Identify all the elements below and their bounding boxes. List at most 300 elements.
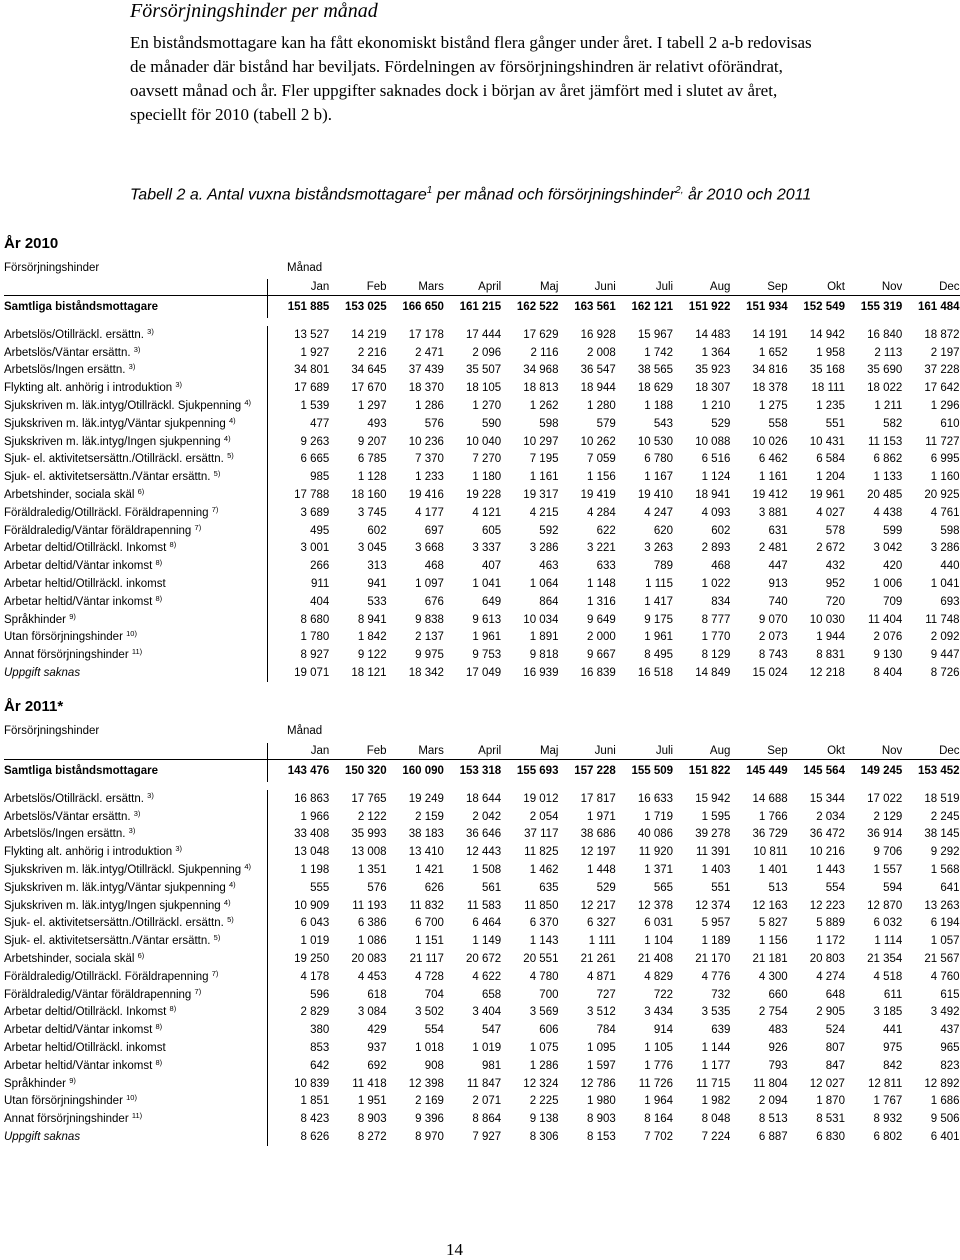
table-row — [4, 1093, 960, 1111]
table-cell: 8 927 — [300, 649, 330, 662]
table-cell: 10 034 — [523, 613, 559, 626]
table-cell: 34 816 — [752, 364, 788, 377]
table-cell: 579 — [596, 417, 616, 430]
table-cell: 1 275 — [758, 400, 788, 413]
table-cell: 493 — [367, 417, 387, 430]
table-cell: 11 825 — [524, 846, 559, 859]
table-cell: 1 161 — [758, 471, 788, 484]
table-cell: 10 297 — [523, 435, 559, 448]
month-header-spacer — [4, 279, 268, 296]
table-cell: 40 086 — [637, 828, 674, 841]
total-value: 162 121 — [631, 301, 674, 313]
table-cell: 1 770 — [701, 631, 731, 644]
table-cell: 8 495 — [644, 649, 674, 662]
total-value: 151 822 — [688, 765, 731, 777]
table-cell: 1 780 — [300, 631, 330, 644]
table-cell: 1 204 — [816, 471, 845, 484]
table-cell: 599 — [883, 524, 903, 537]
table-cell: 18 111 — [811, 382, 845, 395]
spacer-row — [4, 318, 960, 326]
table-cell: 598 — [539, 417, 559, 430]
table-cell: 641 — [940, 881, 960, 894]
table-cell: 533 — [367, 595, 387, 608]
table-cell: 642 — [310, 1059, 330, 1072]
table-cell: 4 284 — [587, 506, 616, 519]
month-header-spacer — [4, 743, 268, 760]
table-cell: 576 — [424, 417, 444, 430]
table-cell: 543 — [653, 417, 674, 430]
month-label: Mars — [387, 743, 444, 760]
table-cell: 3 502 — [415, 1006, 444, 1019]
table-cell: 7 270 — [472, 453, 502, 466]
table-cell: 19 012 — [523, 792, 559, 805]
table-cell: 12 398 — [408, 1077, 444, 1090]
footnote-ref: 4) — [223, 897, 231, 907]
table-cell: 1 064 — [529, 578, 559, 591]
footnote-ref: 3) — [175, 844, 182, 854]
table-cell: 1 124 — [701, 471, 731, 484]
table-cell: 7 224 — [701, 1131, 731, 1144]
row-label — [4, 932, 268, 950]
table-cell: 1 041 — [930, 578, 960, 591]
table-cell: 380 — [310, 1024, 330, 1037]
total-value: 160 090 — [402, 765, 444, 777]
table-cell: 34 645 — [351, 364, 387, 377]
table-cell: 1 286 — [415, 400, 444, 413]
footnote-ref: 4) — [244, 398, 251, 408]
table-cell: 10 431 — [809, 435, 845, 448]
table-cell: 39 278 — [695, 828, 731, 841]
table-cell: 524 — [825, 1024, 845, 1037]
table-cell: 660 — [768, 988, 788, 1001]
table-cell: 12 218 — [809, 667, 845, 680]
table-cell: 6 862 — [873, 453, 903, 466]
table-cell: 6 386 — [357, 917, 387, 930]
row-label — [4, 486, 268, 504]
table-cell: 36 914 — [867, 828, 903, 841]
table-cell: 1 143 — [529, 935, 559, 948]
table-cell: 12 163 — [752, 899, 788, 912]
table-cell: 4 776 — [701, 970, 731, 983]
total-row — [4, 296, 960, 319]
month-label: Jan — [272, 279, 329, 296]
table-cell: 1 286 — [529, 1059, 559, 1072]
table-cell: 1 180 — [472, 471, 502, 484]
table-cell: 2 008 — [587, 346, 616, 359]
row-label — [4, 1021, 268, 1039]
month-header-row — [4, 743, 960, 760]
table-cell: 576 — [367, 881, 387, 894]
table-cell: 620 — [653, 524, 674, 537]
table-cell: 1 448 — [587, 864, 616, 877]
table-cell: 17 642 — [924, 382, 960, 395]
table-cell: 1 462 — [529, 864, 559, 877]
table-cell: 1 211 — [874, 400, 903, 413]
month-label: Aug — [673, 279, 730, 296]
table-cell: 9 175 — [644, 613, 674, 626]
row-label — [4, 1075, 268, 1093]
table-cell: 6 830 — [816, 1131, 845, 1144]
intro-paragraph: En biståndsmottagare kan ha fått ekonomiskt bistånd flera gånger under året. I tabell 2 a-b redovisas de månader där bistånd har beviljats. Fördelningen av försörjningshindren är relativt oförändrat, oavsett månad och år. Fler uppgifter saknades dock i början av året jämfört med i slutet av året, speciellt för 2010 (tabell 2 b). — [130, 33, 812, 124]
table-cell: 18 644 — [466, 792, 502, 805]
table-cell: 3 045 — [357, 542, 387, 555]
row-label — [4, 397, 268, 415]
table-cell: 18 944 — [580, 382, 616, 395]
table-cell: 12 786 — [580, 1077, 616, 1090]
table-row — [4, 790, 960, 808]
table-cell: 2 754 — [758, 1006, 788, 1019]
table-cell: 704 — [424, 988, 444, 1001]
month-label: Sep — [730, 279, 787, 296]
table-cell: 477 — [310, 417, 330, 430]
table-cell: 1 980 — [587, 1095, 616, 1108]
total-label: Samtliga biståndsmottagare — [4, 301, 159, 313]
table-cell: 21 567 — [924, 953, 960, 966]
footnote-ref: 3) — [147, 790, 154, 800]
table-row — [4, 451, 960, 469]
table-cell: 18 813 — [523, 382, 559, 395]
table-cell: 36 472 — [809, 828, 845, 841]
row-label-text: Sjukskriven m. läk.intyg/Otillräckl. Sjukpenning — [4, 400, 242, 413]
table-cell: 13 008 — [351, 846, 387, 859]
total-value: 153 452 — [917, 765, 960, 777]
total-value: 155 509 — [631, 765, 674, 777]
table-cell: 676 — [424, 595, 444, 608]
table-cell: 740 — [768, 595, 788, 608]
table-cell: 2 076 — [873, 631, 903, 644]
table-cell: 2 481 — [758, 542, 788, 555]
row-label-text: Språkhinder — [4, 613, 67, 626]
table-cell: 1 115 — [645, 578, 674, 591]
table-cell: 6 043 — [300, 917, 330, 930]
table-row — [4, 344, 960, 362]
month-label: Maj — [501, 743, 558, 760]
table-cell: 3 221 — [587, 542, 616, 555]
table-cell: 1 351 — [357, 864, 387, 877]
table-cell: 6 462 — [758, 453, 788, 466]
table-cell: 1 891 — [529, 631, 559, 644]
table-cell: 8 129 — [701, 649, 731, 662]
table-cell: 911 — [310, 578, 330, 591]
table-cell: 36 547 — [580, 364, 616, 377]
table-row — [4, 1021, 960, 1039]
table-cell: 1 508 — [472, 864, 502, 877]
table-cell: 36 729 — [752, 828, 788, 841]
table-cell: 558 — [768, 417, 788, 430]
month-label: April — [444, 743, 501, 760]
footnote-ref: 5) — [213, 933, 221, 943]
table-cell: 37 439 — [408, 364, 444, 377]
table-cell: 33 408 — [294, 828, 330, 841]
table-cell: 5 957 — [701, 917, 731, 930]
month-header-row — [4, 279, 960, 296]
table-cell: 853 — [310, 1042, 330, 1055]
row-label — [4, 861, 268, 879]
table-cell: 7 370 — [415, 453, 444, 466]
table-cell: 941 — [367, 578, 387, 591]
row-label — [4, 611, 268, 629]
table-cell: 1 105 — [644, 1042, 674, 1055]
table-cell: 908 — [424, 1059, 444, 1072]
row-label-text: Flykting alt. anhörig i introduktion — [4, 382, 173, 395]
footnote-ref: 7) — [211, 504, 219, 514]
table-cell: 6 700 — [415, 917, 444, 930]
table-cell: 732 — [711, 988, 731, 1001]
table-cell: 1 235 — [816, 400, 845, 413]
table-cell: 8 970 — [415, 1131, 444, 1144]
table-cell: 1 719 — [644, 810, 674, 823]
table-cell: 15 942 — [695, 792, 731, 805]
table-cell: 658 — [482, 988, 502, 1001]
row-label-text: Arbetslös/Väntar ersättn. — [4, 810, 131, 823]
month-header-2010: Månad — [287, 262, 323, 274]
table-cell: 9 130 — [873, 649, 903, 662]
table-cell: 18 941 — [695, 489, 731, 502]
table-cell: 17 022 — [867, 792, 903, 805]
row-label — [4, 468, 268, 486]
total-value: 149 245 — [860, 765, 903, 777]
row-label — [4, 557, 268, 575]
table-cell: 1 086 — [357, 935, 387, 948]
table-cell: 1 316 — [587, 595, 616, 608]
row-label — [4, 1004, 268, 1022]
table-cell: 16 839 — [580, 667, 616, 680]
table-row — [4, 808, 960, 826]
table-cell: 9 649 — [587, 613, 616, 626]
table-row — [4, 486, 960, 504]
table-cell: 38 145 — [924, 828, 960, 841]
table-cell: 2 672 — [816, 542, 845, 555]
row-label — [4, 433, 268, 451]
table-cell: 12 223 — [809, 899, 845, 912]
row-label-text: Sjukskriven m. läk.intyg/Ingen sjukpenning — [4, 435, 221, 448]
table-cell: 18 105 — [466, 382, 502, 395]
table-cell: 9 396 — [415, 1113, 444, 1126]
table-cell: 4 518 — [873, 970, 903, 983]
table-cell: 561 — [482, 881, 502, 894]
table-cell: 952 — [825, 578, 845, 591]
table-cell: 266 — [310, 560, 330, 573]
table-cell: 8 306 — [529, 1131, 559, 1144]
table-cell: 35 923 — [695, 364, 731, 377]
table-cell: 3 569 — [529, 1006, 559, 1019]
table-cell: 602 — [711, 524, 731, 537]
month-label: Dec — [902, 743, 959, 760]
footnote-ref: 4) — [244, 862, 251, 872]
table-row — [4, 362, 960, 380]
table-cell: 8 680 — [300, 613, 330, 626]
table-cell: 468 — [424, 560, 444, 573]
table-cell: 1 870 — [816, 1095, 845, 1108]
table-cell: 605 — [482, 524, 502, 537]
footnote-ref: 6) — [137, 951, 145, 961]
table-cell: 11 832 — [409, 899, 444, 912]
table-cell: 9 975 — [415, 649, 444, 662]
table-row — [4, 611, 960, 629]
total-value: 161 484 — [917, 301, 960, 313]
table-cell: 2 094 — [758, 1095, 788, 1108]
table-cell: 513 — [768, 881, 788, 894]
table-cell: 937 — [367, 1042, 387, 1055]
footnote-ref: 7) — [211, 968, 219, 978]
caption-footnote-2: 2, — [675, 185, 684, 196]
row-label-text: Sjuk- el. aktivitetsersättn./Otillräckl. ersättn. — [4, 453, 224, 466]
footnote-ref: 10) — [126, 629, 137, 639]
table-cell: 19 416 — [408, 489, 444, 502]
table-cell: 6 370 — [529, 917, 559, 930]
table-cell: 1 019 — [472, 1042, 502, 1055]
table-cell: 18 307 — [695, 382, 731, 395]
table-cell: 1 842 — [357, 631, 387, 644]
table-cell: 8 743 — [758, 649, 788, 662]
table-cell: 6 327 — [587, 917, 616, 930]
table-cell: 1 095 — [587, 1042, 616, 1055]
table-cell: 3 512 — [587, 1006, 616, 1019]
table-cell: 4 093 — [701, 506, 731, 519]
table-cell: 11 153 — [867, 435, 903, 448]
table-cell: 495 — [310, 524, 330, 537]
row-label-text: Arbetar heltid/Otillräckl. inkomst — [4, 578, 166, 591]
table-cell: 9 506 — [930, 1113, 960, 1126]
table-cell: 1 149 — [472, 935, 502, 948]
table-cell: 6 464 — [472, 917, 502, 930]
table-cell: 7 195 — [529, 453, 559, 466]
table-cell: 914 — [653, 1024, 674, 1037]
row-label — [4, 664, 268, 682]
table-cell: 11 850 — [524, 899, 559, 912]
table-cell: 4 871 — [587, 970, 616, 983]
table-cell: 12 324 — [523, 1077, 559, 1090]
table-cell: 3 492 — [930, 1006, 960, 1019]
table-cell: 635 — [539, 881, 559, 894]
table-cell: 4 829 — [644, 970, 674, 983]
table-cell: 21 261 — [580, 953, 616, 966]
table-cell: 1 041 — [472, 578, 502, 591]
table-cell: 1 944 — [816, 631, 845, 644]
table-cell: 842 — [883, 1059, 903, 1072]
table-cell: 1 057 — [930, 935, 960, 948]
table-cell: 3 042 — [873, 542, 903, 555]
table-cell: 2 129 — [873, 810, 903, 823]
table-cell: 578 — [825, 524, 845, 537]
table-cell: 11 727 — [925, 435, 960, 448]
table-cell: 8 531 — [816, 1113, 845, 1126]
table-cell: 20 083 — [351, 953, 387, 966]
footnote-ref: 9) — [69, 1075, 76, 1085]
table-cell: 622 — [596, 524, 616, 537]
table-cell: 12 870 — [867, 899, 903, 912]
table-cell: 463 — [539, 560, 559, 573]
table-cell: 440 — [940, 560, 960, 573]
table-cell: 1 188 — [644, 400, 674, 413]
table-cell: 8 903 — [357, 1113, 387, 1126]
table-cell: 12 892 — [924, 1077, 960, 1090]
row-label — [4, 362, 268, 380]
footnote-ref: 11) — [131, 647, 143, 657]
table-cell: 1 133 — [873, 471, 903, 484]
table-cell: 631 — [768, 524, 788, 537]
table-cell: 847 — [825, 1059, 845, 1072]
table-cell: 3 881 — [758, 506, 788, 519]
table-cell: 3 404 — [472, 1006, 502, 1019]
table-cell: 8 777 — [701, 613, 731, 626]
table-2010-body — [4, 279, 960, 682]
table-cell: 4 177 — [415, 506, 444, 519]
row-label-text: Uppgift saknas — [4, 667, 81, 680]
table-cell: 2 034 — [816, 810, 845, 823]
table-cell: 8 941 — [357, 613, 387, 626]
table-cell: 1 022 — [701, 578, 731, 591]
table-row — [4, 468, 960, 486]
table-cell: 8 153 — [587, 1131, 616, 1144]
table-cell: 2 169 — [415, 1095, 444, 1108]
footnote-ref: 3) — [147, 326, 154, 336]
table-cell: 6 802 — [873, 1131, 903, 1144]
section-heading: Försörjningshinder per månad — [130, 0, 378, 22]
table-cell: 9 263 — [300, 435, 330, 448]
table-cell: 1 403 — [701, 864, 731, 877]
spacer-row — [4, 782, 960, 790]
total-value: 153 025 — [345, 301, 387, 313]
table-cell: 2 122 — [357, 810, 387, 823]
month-label: Dec — [902, 279, 959, 296]
table-cell: 10 909 — [294, 899, 330, 912]
table-cell: 13 048 — [294, 846, 330, 859]
total-value: 161 215 — [459, 301, 502, 313]
table-cell: 1 144 — [701, 1042, 731, 1055]
table-cell: 12 378 — [637, 899, 674, 912]
row-label — [4, 326, 268, 344]
table-cell: 2 471 — [415, 346, 444, 359]
table-cell: 2 225 — [529, 1095, 559, 1108]
row-label-text: Arbetar deltid/Väntar inkomst — [4, 1024, 153, 1037]
table-cell: 17 629 — [523, 328, 559, 341]
table-cell: 21 354 — [867, 953, 903, 966]
row-label-text: Annat försörjningshinder — [4, 1113, 129, 1126]
table-cell: 1 114 — [874, 935, 903, 948]
row-label — [4, 1128, 268, 1146]
table-cell: 9 122 — [357, 649, 387, 662]
footnote-ref: 8) — [169, 1004, 177, 1014]
table-cell: 5 827 — [758, 917, 788, 930]
year-2010-heading: År 2010 — [4, 235, 59, 252]
table-cell: 834 — [711, 595, 731, 608]
table-cell: 2 073 — [758, 631, 788, 644]
table-cell: 551 — [825, 417, 845, 430]
table-row — [4, 646, 960, 664]
table-cell: 17 178 — [408, 328, 444, 341]
table-cell: 975 — [883, 1042, 903, 1055]
month-label: April — [444, 279, 501, 296]
table-cell: 5 889 — [816, 917, 845, 930]
table-cell: 649 — [482, 595, 502, 608]
table-cell: 1 961 — [472, 631, 502, 644]
table-cell: 437 — [940, 1024, 960, 1037]
table-cell: 11 715 — [696, 1077, 731, 1090]
table-cell: 4 761 — [930, 506, 960, 519]
table-row — [4, 1075, 960, 1093]
table-cell: 2 000 — [587, 631, 616, 644]
table-cell: 12 197 — [580, 846, 616, 859]
footnote-ref: 4) — [229, 415, 236, 425]
row-label-text: Arbetar heltid/Otillräckl. inkomst — [4, 1042, 166, 1055]
row-label-text: Utan försörjningshinder — [4, 631, 123, 644]
table-cell: 11 748 — [925, 613, 960, 626]
table-cell: 10 839 — [294, 1077, 330, 1090]
table-cell: 1 161 — [529, 471, 559, 484]
month-label: Okt — [788, 279, 845, 296]
table-row — [4, 843, 960, 861]
